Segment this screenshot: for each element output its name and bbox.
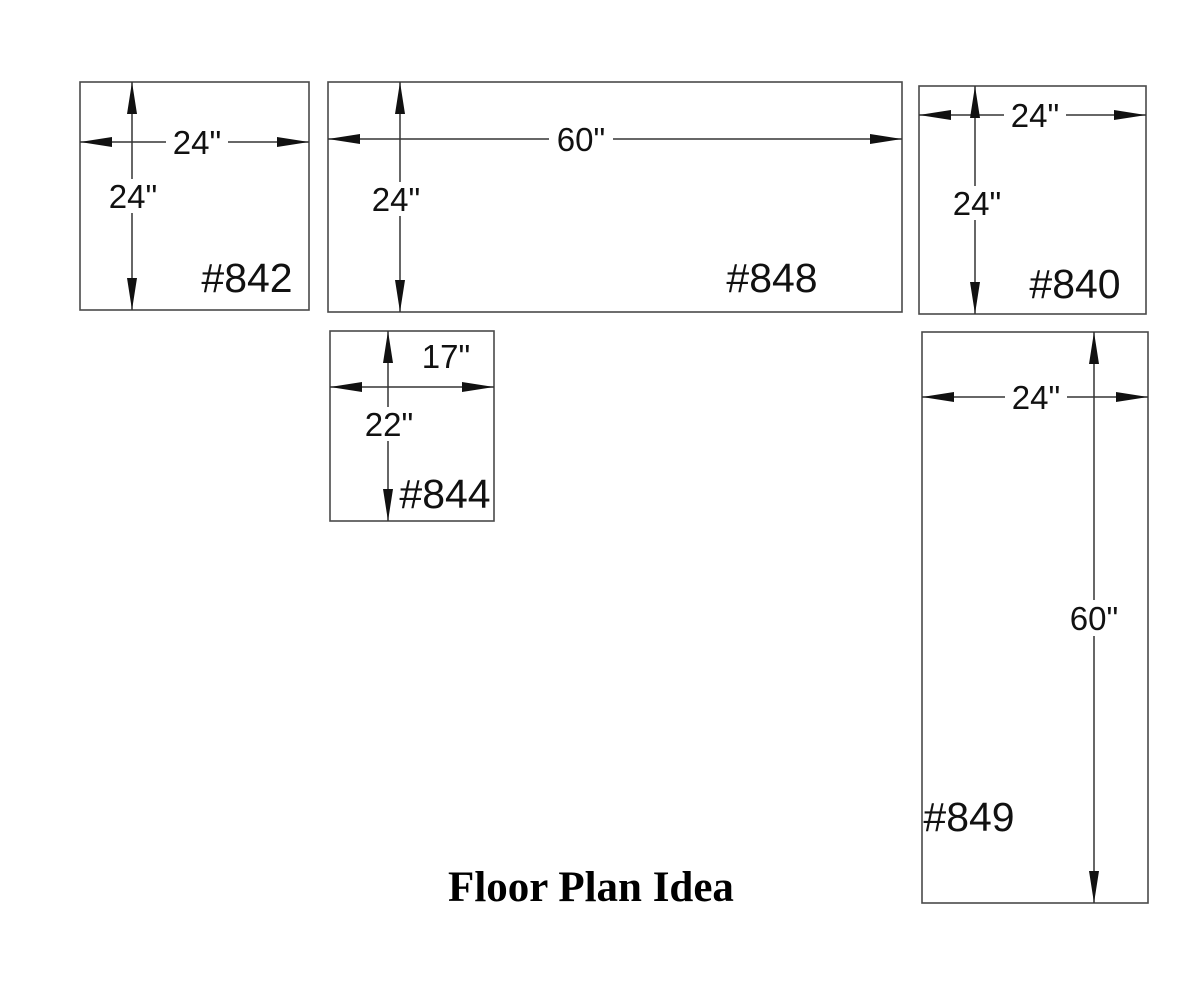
- unit-840-height-label: 24": [952, 185, 1002, 222]
- unit-848-height-label: 24": [371, 181, 421, 218]
- unit-840-width-arrowhead-right: [1114, 110, 1146, 120]
- unit-848-width-label: 60": [556, 121, 606, 158]
- unit-842-height-label: 24": [108, 178, 158, 215]
- unit-842-width-label: 24": [172, 124, 222, 161]
- unit-849-width-arrowhead-left: [922, 392, 954, 402]
- unit-848: [328, 82, 902, 312]
- unit-840: [919, 86, 1146, 314]
- unit-844-id-label: #844: [399, 471, 491, 517]
- unit-842-width-arrowhead-right: [277, 137, 309, 147]
- unit-842-id-label: #842: [201, 255, 293, 301]
- unit-842-height-arrowhead-top: [127, 82, 137, 114]
- unit-844-width-label: 17": [421, 338, 471, 375]
- unit-844-width-arrowhead-right: [462, 382, 494, 392]
- unit-844-width-arrowhead-left: [330, 382, 362, 392]
- unit-844-height-label: 22": [364, 406, 414, 443]
- unit-848-height-arrowhead-top: [395, 82, 405, 114]
- unit-840-height-arrowhead-top: [970, 86, 980, 118]
- unit-840-width-label: 24": [1010, 97, 1060, 134]
- unit-849-height-arrowhead-top: [1089, 332, 1099, 364]
- unit-848-width-arrowhead-right: [870, 134, 902, 144]
- unit-849-height-label: 60": [1069, 600, 1119, 637]
- unit-848-id-label: #848: [726, 255, 818, 301]
- page-title: Floor Plan Idea: [448, 864, 734, 911]
- unit-848-height-arrowhead-bottom: [395, 280, 405, 312]
- unit-849: [922, 332, 1148, 903]
- unit-844: [330, 331, 494, 521]
- unit-842-width-arrowhead-left: [80, 137, 112, 147]
- unit-840-id-label: #840: [1029, 261, 1121, 307]
- unit-849-width-label: 24": [1011, 379, 1061, 416]
- unit-844-height-arrowhead-bottom: [383, 489, 393, 521]
- unit-849-width-arrowhead-right: [1116, 392, 1148, 402]
- unit-840-width-arrowhead-left: [919, 110, 951, 120]
- unit-844-height-arrowhead-top: [383, 331, 393, 363]
- unit-842: [80, 82, 309, 310]
- unit-848-width-arrowhead-left: [328, 134, 360, 144]
- unit-840-height-arrowhead-bottom: [970, 282, 980, 314]
- unit-842-height-arrowhead-bottom: [127, 278, 137, 310]
- unit-849-height-arrowhead-bottom: [1089, 871, 1099, 903]
- unit-849-id-label: #849: [923, 794, 1015, 840]
